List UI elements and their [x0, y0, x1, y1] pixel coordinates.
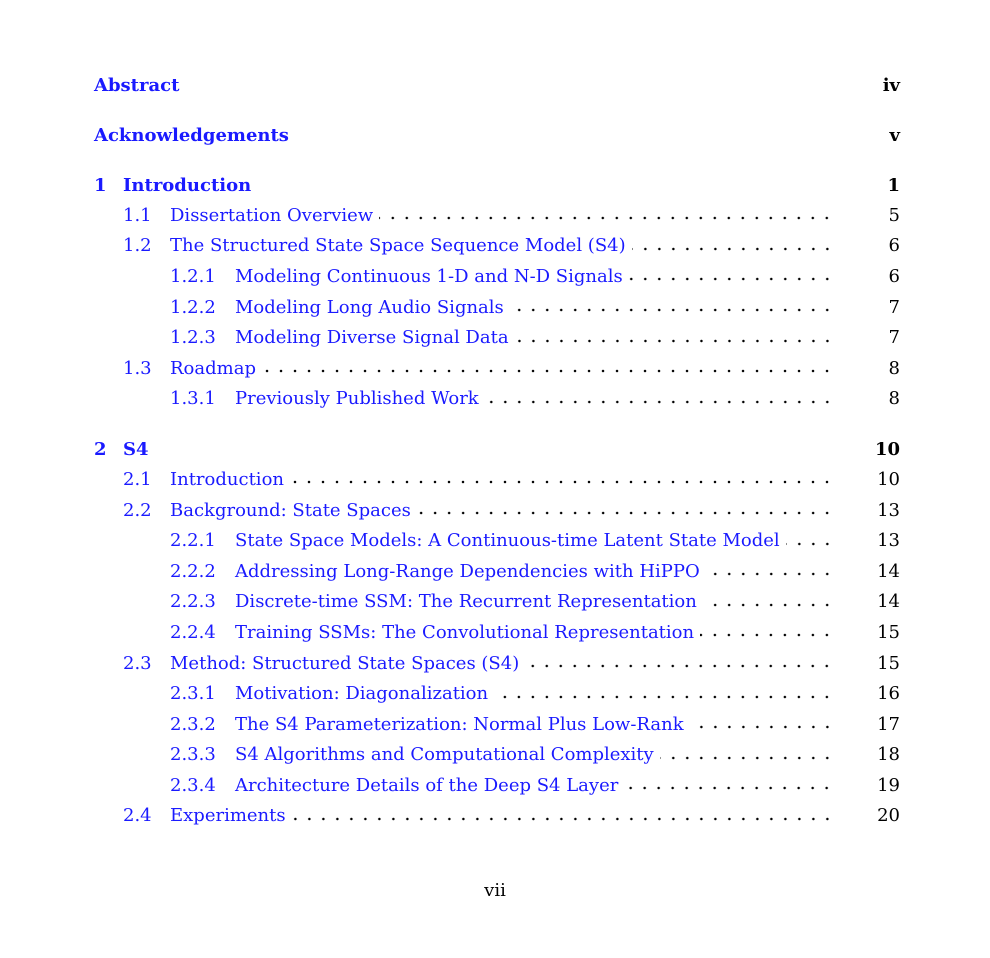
toc-entry-number[interactable]: 1.3 — [123, 357, 152, 379]
toc-entry-title[interactable]: Abstract — [94, 75, 185, 96]
toc-entry-title[interactable]: Training SSMs: The Convolutional Representation — [235, 622, 700, 643]
toc-entry-page: 15 — [877, 652, 900, 674]
toc-chapter-page: 1 — [887, 174, 900, 196]
toc-chapter-2[interactable] — [94, 434, 900, 464]
dot-leader — [703, 603, 834, 607]
dot-leader — [292, 817, 834, 821]
toc-entry-page: 7 — [888, 296, 900, 318]
dot-leader — [525, 664, 834, 668]
toc-entry-page: 5 — [888, 204, 900, 226]
dot-leader — [690, 725, 834, 729]
toc-entry-page: 6 — [888, 235, 900, 257]
toc-entry-page: 20 — [877, 805, 900, 827]
toc-entry-title[interactable]: Roadmap — [170, 358, 262, 379]
toc-entry-2-3-2[interactable] — [94, 709, 900, 740]
toc-entry-title[interactable]: Experiments — [170, 805, 292, 826]
toc-entry-page: 15 — [877, 621, 900, 643]
dot-leader — [417, 511, 834, 515]
toc-entry-number[interactable]: 2.3.1 — [170, 683, 216, 705]
toc-entry-number[interactable]: 2.3.2 — [170, 713, 216, 735]
toc-entry-page: 13 — [877, 499, 900, 521]
dot-leader — [494, 695, 834, 699]
toc-entry-1-2-2[interactable] — [94, 292, 900, 323]
dot-leader — [379, 216, 834, 220]
dot-leader — [786, 542, 834, 546]
toc-entry-number[interactable]: 2.3.3 — [170, 744, 216, 766]
toc-chapter-page: 10 — [874, 438, 900, 460]
toc-entry-page: 8 — [888, 388, 900, 410]
toc-entry-title[interactable]: Modeling Long Audio Signals — [235, 297, 510, 318]
toc-entry-number[interactable]: 2.1 — [123, 468, 152, 490]
toc-entry-1-2-1[interactable] — [94, 261, 900, 292]
dot-leader — [515, 339, 834, 343]
toc-entry-1-2-3[interactable] — [94, 322, 900, 353]
toc-entry-2-2-3[interactable] — [94, 587, 900, 618]
table-of-contents — [94, 70, 900, 831]
dot-leader — [624, 786, 834, 790]
toc-entry-number[interactable]: 2.2 — [123, 499, 152, 521]
dot-leader — [290, 480, 834, 484]
toc-entry-number[interactable]: 2.4 — [123, 805, 152, 827]
toc-entry-title[interactable]: Modeling Continuous 1-D and N-D Signals — [235, 266, 629, 287]
page-number-footer: vii — [484, 880, 506, 901]
toc-entry-1-2[interactable] — [94, 231, 900, 262]
toc-entry-2-2-1[interactable] — [94, 525, 900, 556]
toc-entry-1-3[interactable] — [94, 353, 900, 384]
toc-entry-2-3-4[interactable] — [94, 770, 900, 801]
dot-leader — [660, 756, 834, 760]
toc-entry-page: 10 — [877, 468, 900, 490]
toc-entry-page: 14 — [877, 560, 900, 582]
toc-entry-page: 17 — [877, 713, 900, 735]
toc-entry-number[interactable]: 1.2.3 — [170, 327, 216, 349]
toc-entry-number[interactable]: 1.2 — [123, 235, 152, 257]
toc-entry-page: 18 — [877, 744, 900, 766]
toc-entry-title[interactable]: Introduction — [170, 469, 290, 490]
toc-entry-title[interactable]: Dissertation Overview — [170, 205, 379, 226]
toc-entry-2-1[interactable] — [94, 464, 900, 495]
toc-entry-number[interactable]: 2.3 — [123, 652, 152, 674]
toc-entry-abstract[interactable] — [94, 70, 900, 100]
toc-entry-page: iv — [882, 74, 900, 96]
toc-chapter-number[interactable]: 1 — [94, 174, 107, 196]
toc-chapter-1[interactable] — [94, 170, 900, 200]
toc-entry-page: 16 — [877, 683, 900, 705]
toc-entry-title[interactable]: The Structured State Space Sequence Model (S4) — [170, 235, 632, 256]
dot-leader — [629, 277, 834, 281]
toc-entry-number[interactable]: 2.3.4 — [170, 774, 216, 796]
dot-leader — [632, 247, 834, 251]
toc-chapter-title[interactable]: S4 — [123, 439, 155, 460]
toc-entry-title[interactable]: Discrete-time SSM: The Recurrent Representation — [235, 591, 703, 612]
toc-entry-page: 7 — [888, 327, 900, 349]
toc-entry-title[interactable]: Background: State Spaces — [170, 500, 417, 521]
toc-entry-number[interactable]: 2.2.3 — [170, 591, 216, 613]
toc-entry-title[interactable]: Addressing Long-Range Dependencies with HiPPO — [235, 561, 706, 582]
toc-entry-title[interactable]: Motivation: Diagonalization — [235, 683, 494, 704]
toc-entry-acknowledgements[interactable] — [94, 120, 900, 150]
toc-entry-2-3-3[interactable] — [94, 740, 900, 771]
toc-entry-2-3-1[interactable] — [94, 678, 900, 709]
toc-entry-title[interactable]: Architecture Details of the Deep S4 Layer — [235, 775, 624, 796]
toc-entry-number[interactable]: 1.2.2 — [170, 296, 216, 318]
toc-entry-number[interactable]: 1.1 — [123, 204, 152, 226]
toc-entry-title[interactable]: Acknowledgements — [94, 125, 295, 146]
toc-entry-page: 14 — [877, 591, 900, 613]
toc-entry-page: 8 — [888, 357, 900, 379]
toc-entry-2-2[interactable] — [94, 495, 900, 526]
toc-entry-title[interactable]: State Space Models: A Continuous-time Latent State Model — [235, 530, 786, 551]
toc-entry-2-3[interactable] — [94, 648, 900, 679]
toc-entry-2-2-2[interactable] — [94, 556, 900, 587]
dot-leader — [706, 572, 834, 576]
toc-entry-1-1[interactable] — [94, 200, 900, 231]
toc-entry-1-3-1[interactable] — [94, 384, 900, 415]
toc-entry-title[interactable]: Modeling Diverse Signal Data — [235, 327, 515, 348]
toc-entry-number[interactable]: 1.3.1 — [170, 388, 216, 410]
dot-leader — [700, 633, 834, 637]
toc-entry-page: v — [889, 124, 900, 146]
toc-entry-title[interactable]: Previously Published Work — [235, 388, 485, 409]
toc-entry-2-4[interactable] — [94, 801, 900, 832]
toc-entry-title[interactable]: S4 Algorithms and Computational Complexity — [235, 744, 660, 765]
toc-chapter-number[interactable]: 2 — [94, 438, 107, 460]
toc-entry-number[interactable]: 2.2.4 — [170, 621, 216, 643]
dot-leader — [510, 308, 834, 312]
toc-chapter-title[interactable]: Introduction — [123, 175, 257, 196]
toc-entry-title[interactable]: The S4 Parameterization: Normal Plus Low-Rank — [235, 714, 690, 735]
toc-entry-page: 6 — [888, 265, 900, 287]
toc-entry-number[interactable]: 2.2.2 — [170, 560, 216, 582]
toc-entry-number[interactable]: 1.2.1 — [170, 265, 216, 287]
toc-entry-2-2-4[interactable] — [94, 617, 900, 648]
dot-leader — [485, 400, 834, 404]
toc-entry-title[interactable]: Method: Structured State Spaces (S4) — [170, 653, 525, 674]
dot-leader — [262, 369, 834, 373]
toc-entry-page: 19 — [877, 774, 900, 796]
toc-entry-page: 13 — [877, 530, 900, 552]
toc-entry-number[interactable]: 2.2.1 — [170, 530, 216, 552]
